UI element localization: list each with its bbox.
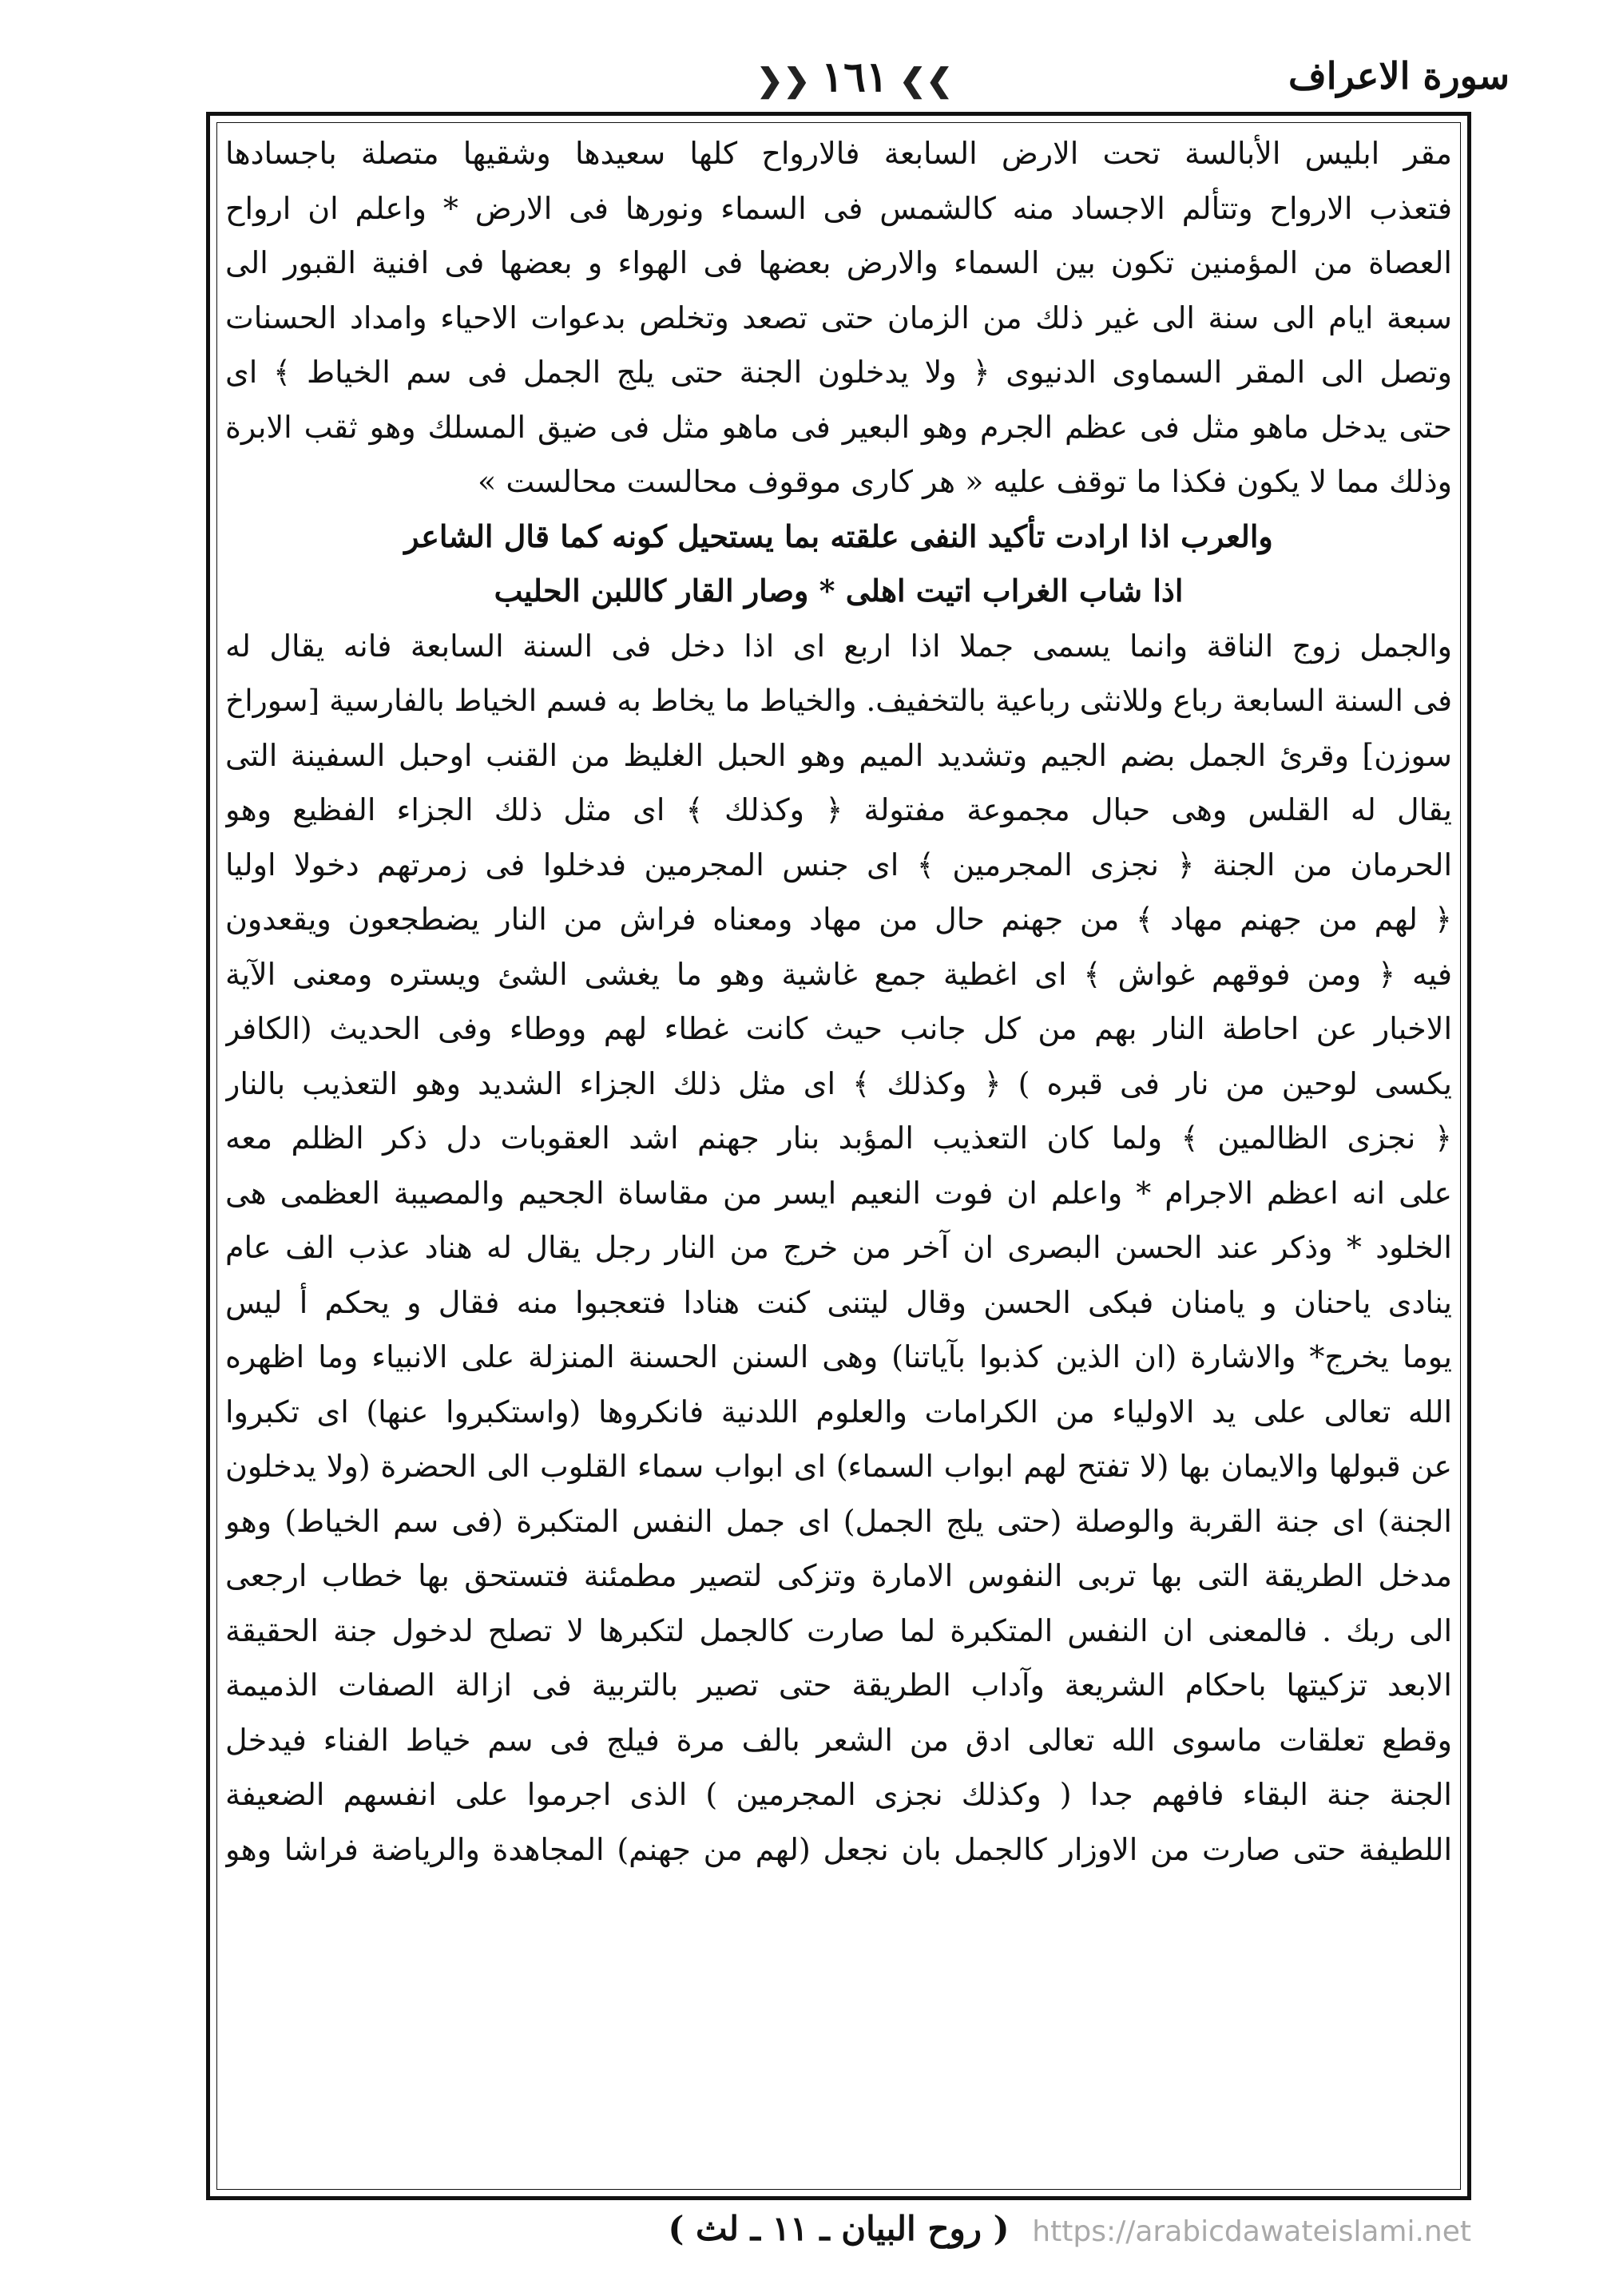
text-line: وقطع تعلقات ماسوى الله تعالى ادق من الشعر بالف مرة فيلج فى سم خياط الفناء فيدخل [225,1722,1452,1758]
ornament-icon-right: ❮❮ [756,61,811,99]
text-line: سبعة ايام الى سنة الى غير ذلك من الزمان حتى تصعد وتخلص بدعوات الاحياء وامداد الحسنات [225,299,1452,335]
text-line: وذلك مما لا يكون فكذا ما توقف عليه « هر كارى موقوف محالست محالست » [478,464,1452,499]
text-line: الخلود * وذكر عند الحسن البصرى ان آخر من خرج من النار رجل يقال له هناد عذب الف عام [225,1230,1452,1265]
text-line: على انه اعظم الاجرام * واعلم ان فوت النعيم ايسر من مقاساة الجحيم والمصيبة العظمى هى [225,1175,1452,1211]
text-line-centered: والعرب اذا ارادت تأكيد النفى علقته بما يستحيل كونه كما قال الشاعر [404,517,1273,554]
text-line: مقر ابليس الأبالسة تحت الارض السابعة فالارواح كلها سعيدها وشقيها متصلة باجسادها [225,136,1452,171]
text-line: الابعد تزكيتها باحكام الشريعة وآداب الطريقة حتى تصير بالتربية فى ازالة الصفات الذميمة [225,1667,1452,1703]
ornament-icon-left: ❯❯ [899,61,953,99]
text-line: الجنة جنة البقاء فافهم جدا ( وكذلك نجزى المجرمين ) الذى اجرموا على انفسهم الضعيفة [225,1777,1452,1812]
page-number-group [745,53,964,101]
text-line: الى ربك . فالمعنى ان النفس المتكبرة لما صارت كالجمل لتكبرها لا تصلح لدخول جنة الحقيقة [225,1612,1452,1648]
text-line: حتى يدخل ماهو مثل فى عظم الجرم وهو البعير فى ماهو مثل فى ضيق المسلك وهو ثقب الابرة [225,409,1452,445]
text-line: يقال له القلس وهى حبال مجموعة مفتولة ﴿ وكذلك ﴾ اى مثل ذلك الجزاء الفظيع وهو [225,792,1452,827]
text-line: فى السنة السابعة رباع وللانثى رباعية بالتخفيف. والخياط ما يخاط به فسم الخياط بالفارسية [سوراخ [225,683,1452,718]
text-line: مدخل الطريقة التى بها تربى النفوس الامارة وتزكى لتصير مطمئنة فتستحق بها خطاب ارجعى [225,1558,1452,1593]
text-line: سوزن] وقرئ الجمل بضم الجيم وتشديد الميم وهو الحبل الغليظ من القنب اوحبل السفينة التى [225,737,1452,773]
body-text [225,126,1452,1877]
text-line: يكسى لوحين من نار فى قبره ) ﴿ وكذلك ﴾ اى مثل ذلك الجزاء الشديد وهو التعذيب بالنار [225,1065,1452,1101]
text-line: اللطيفة حتى صارت من الاوزار كالجمل بان نجعل (لهم من جهنم) المجاهدة والرياضة فراشا وهو [225,1831,1452,1867]
text-line: الجنة) اى جنة القربة والوصلة (حتى يلج الجمل) اى جمل النفس المتكبرة (فى سم الخياط) وهو [225,1503,1452,1539]
surah-name: سورة الاعراف [1288,54,1510,97]
text-line: ﴿ نجزى الظالمين ﴾ ولما كان التعذيب المؤبد بنار جهنم اشد العقوبات دل ذكر الظلم معه [225,1120,1452,1156]
page-footer [206,2206,1471,2262]
text-line: والجمل زوج الناقة وانما يسمى جملا اذا اربع اى اذا دخل فى السنة السابعة فانه يقال له [225,628,1452,664]
text-line: يوما يخرج* والاشارة (ان الذين كذبوا بآياتنا) وهى السنن الحسنة المنزلة على الانبياء وما اظهره [225,1339,1452,1374]
page-header [200,50,1510,113]
text-line: ينادى ياحنان و يامنان فبكى الحسن وقال ليتنى كنت هنادا فتعجبوا منه فقال و يحكم أ ليس [225,1284,1452,1320]
text-line: الله تعالى على يد الاولياء من الكرامات والعلوم اللدنية فانكروها (واستكبروا عنها) اى تكبروا [225,1394,1452,1430]
text-line: العصاة من المؤمنين تكون بين السماء والارض بعضها فى الهواء و بعضها فى افنية القبور الى [225,245,1452,280]
text-line: فيه ﴿ ومن فوقهم غواش ﴾ اى اغطية جمع غاشية وهو ما يغشى الشئ ويستره ومعنى الآية [225,956,1452,992]
poetry-verse: اذا شاب الغراب اتيت اهلى * وصار القار كاللبن الحليب [494,573,1184,609]
text-line: فتعذب الارواح وتتألم الاجساد منه كالشمس فى السماء ونورها فى الارض * واعلم ان ارواح [225,190,1452,226]
text-line: عن قبولها والايمان بها (لا تفتح لهم ابواب السماء) اى ابواب سماء القلوب الى الحضرة (ولا يدخلون [225,1449,1452,1484]
text-line: وتصل الى المقر السماوى الدنيوى ﴿ ولا يدخلون الجنة حتى يلج الجمل فى سم الخياط ﴾ اى [225,355,1452,390]
text-line: الاخبار عن احاطة النار بهم من كل جانب حيث كانت غطاء لهم ووطاء وفى الحديث (الكافر [225,1011,1452,1046]
page-number: ١٦١ [821,53,888,101]
text-line: ﴿ لهم من جهنم مهاد ﴾ من جهنم حال من مهاد ومعناه فراش من النار يضطجعون ويقعدون [225,902,1452,937]
text-line: الحرمان من الجنة ﴿ نجزى المجرمين ﴾ اى جنس المجرمين فدخلوا فى زمرتهم دخولا اوليا [225,847,1452,882]
watermark-url: https://arabicdawateislami.net [1032,2215,1471,2248]
signature-reference: ( روح البيان ـ ١١ ـ لث ) [668,2209,1010,2248]
